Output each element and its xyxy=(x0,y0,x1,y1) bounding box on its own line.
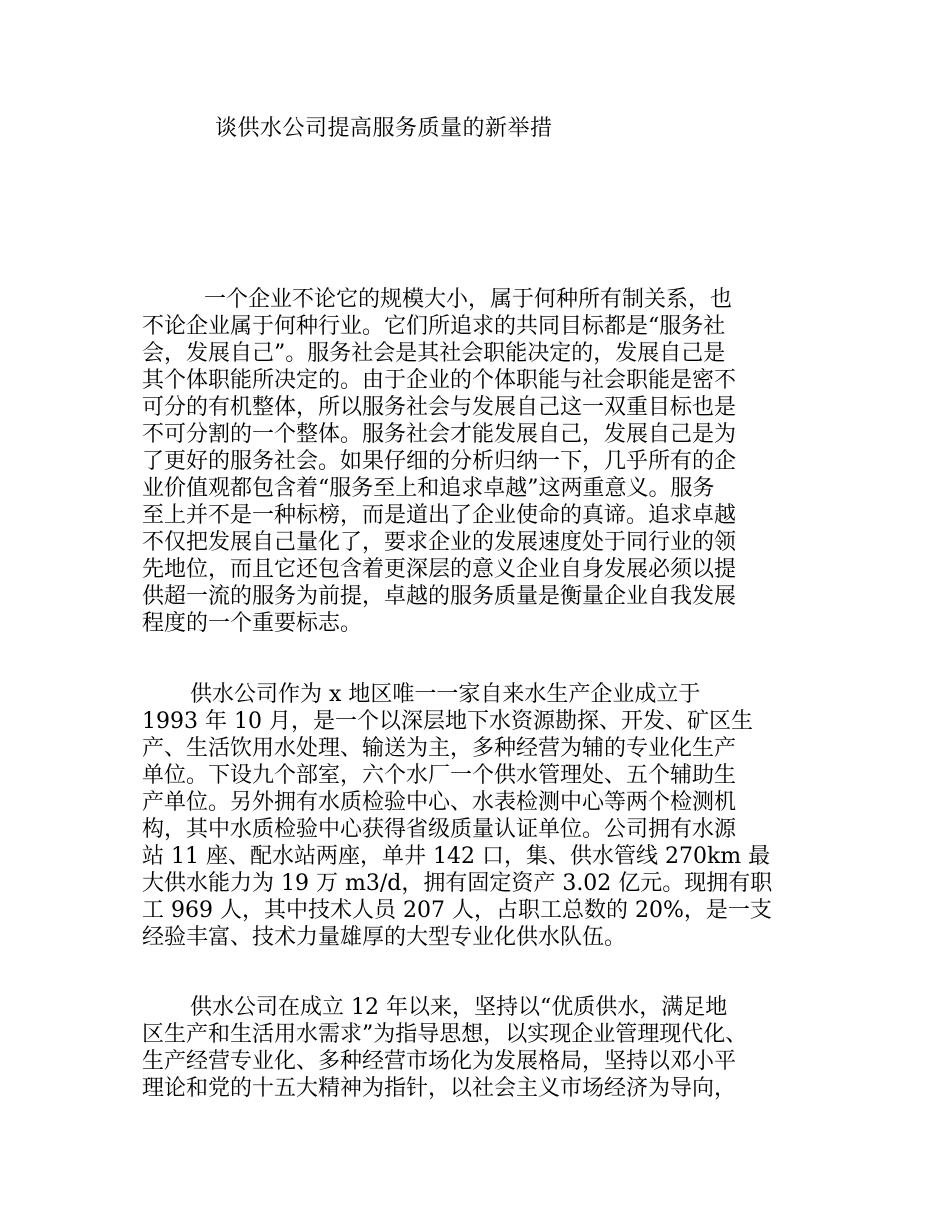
paragraph-2-line-8: 大供水能力为 19 万 m3/d，拥有固定资产 3.02 亿元。现拥有职 xyxy=(142,871,773,896)
paragraph-2-line-9: 工 969 人，其中技术人员 207 人，占职工总数的 20%，是一支 xyxy=(142,898,772,923)
document-title: 谈供水公司提高服务质量的新举措 xyxy=(215,116,553,141)
paragraph-1-line-8: 业价值观都包含着“服务至上和追求卓越”这两重意义。服务 xyxy=(142,476,715,501)
paragraph-1-line-9: 至上并不是一种标榜，而是道出了企业使命的真谛。追求卓越 xyxy=(142,503,737,528)
paragraph-2-line-4: 单位。下设九个部室，六个水厂一个供水管理处、五个辅助生 xyxy=(142,763,737,788)
paragraph-2-line-5: 产单位。另外拥有水质检验中心、水表检测中心等两个检测机 xyxy=(142,790,737,815)
paragraph-1-line-2: 不论企业属于何种行业。它们所追求的共同目标都是“服务社 xyxy=(142,314,726,339)
paragraph-1-line-5: 可分的有机整体，所以服务社会与发展自己这一双重目标也是 xyxy=(142,395,737,420)
paragraph-2-line-10: 经验丰富、技术力量雄厚的大型专业化供水队伍。 xyxy=(142,925,627,950)
paragraph-3-line-3: 生产经营专业化、多种经营市场化为发展格局，坚持以邓小平 xyxy=(142,1049,737,1074)
paragraph-1-line-13: 程度的一个重要标志。 xyxy=(142,611,363,636)
paragraph-3-line-4: 理论和党的十五大精神为指针，以社会主义市场经济为导向， xyxy=(142,1076,737,1101)
paragraph-3-line-1: 供水公司在成立 12 年以来，坚持以“优质供水，满足地 xyxy=(190,995,728,1020)
paragraph-1-line-6: 不可分割的一个整体。服务社会才能发展自己，发展自己是为 xyxy=(142,422,737,447)
paragraph-1-line-3: 会，发展自己”。服务社会是其社会职能决定的，发展自己是 xyxy=(142,341,726,366)
paragraph-2-line-6: 构，其中水质检验中心获得省级质量认证单位。公司拥有水源 xyxy=(142,817,737,842)
paragraph-1-line-4: 其个体职能所决定的。由于企业的个体职能与社会职能是密不 xyxy=(142,368,737,393)
paragraph-1-line-12: 供超一流的服务为前提，卓越的服务质量是衡量企业自我发展 xyxy=(142,584,737,609)
paragraph-1-line-1: 一个企业不论它的规模大小，属于何种所有制关系，也 xyxy=(204,287,733,312)
paragraph-2-line-1: 供水公司作为 x 地区唯一一家自来水生产企业成立于 xyxy=(190,682,701,707)
paragraph-1-line-11: 先地位，而且它还包含着更深层的意义企业自身发展必须以提 xyxy=(142,557,737,582)
paragraph-3-line-2: 区生产和生活用水需求”为指导思想，以实现企业管理现代化、 xyxy=(142,1022,748,1047)
paragraph-2-line-3: 产、生活饮用水处理、输送为主，多种经营为辅的专业化生产 xyxy=(142,736,737,761)
paragraph-2-line-7: 站 11 座、配水站两座，单井 142 口，集、供水管线 270km 最 xyxy=(142,844,771,869)
paragraph-1-line-7: 了更好的服务社会。如果仔细的分析归纳一下，几乎所有的企 xyxy=(142,449,737,474)
paragraph-2-line-2: 1993 年 10 月，是一个以深层地下水资源勘探、开发、矿区生 xyxy=(142,709,753,734)
paragraph-1-line-10: 不仅把发展自己量化了，要求企业的发展速度处于同行业的领 xyxy=(142,530,737,555)
